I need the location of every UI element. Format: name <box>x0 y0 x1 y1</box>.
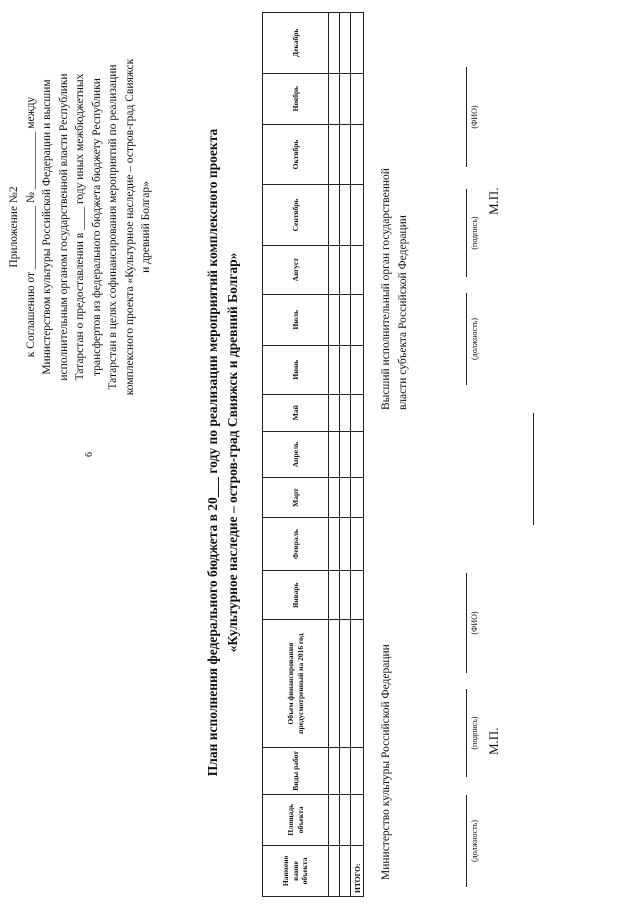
col-header-aug: Август <box>263 245 329 294</box>
col-header-sep: Сентябрь <box>263 185 329 245</box>
right-caption-position: (должность) <box>470 318 479 360</box>
appendix-line: и древний Болгар» <box>140 181 152 273</box>
col-header-feb: Февраль <box>263 517 329 571</box>
left-signatory-org <box>378 644 395 880</box>
col-header-work-types: Виды работ <box>263 748 329 795</box>
appendix-line: Татарстан в целях софинансирования мероприятий по реализации <box>107 64 119 390</box>
title-line: План исполнения федерального бюджета в 20___ году по реализации мероприятий комплексного проекта <box>205 128 220 777</box>
right-org-line: власти субъекта Российской Федерации <box>397 215 409 410</box>
left-caption-name: (ФИО) <box>470 611 479 635</box>
right-caption-signature: (подпись) <box>470 216 479 250</box>
appendix-line: к Соглашению от ___________ № __________ между <box>24 96 37 358</box>
left-caption-signature: (подпись) <box>470 716 479 750</box>
col-header-mar: Март <box>263 478 329 518</box>
right-seal-mark: М.П. <box>486 187 501 215</box>
right-signatory-org <box>378 168 412 410</box>
table-total-row <box>351 13 364 897</box>
left-signature-line <box>466 689 467 777</box>
col-header-apr: Апрель <box>263 431 329 478</box>
col-header-funding: Объем финансирования предусмотренный на 2016 год <box>263 620 329 748</box>
right-name-line <box>466 67 467 167</box>
right-signature-line <box>466 189 467 277</box>
appendix-line: Татарстан о предоставлении в ____ году иных межбюджетных <box>74 73 86 381</box>
left-name-line <box>466 573 467 673</box>
right-org-line: Высший исполнительный орган государственной <box>380 168 392 410</box>
col-header-jun: Июнь <box>263 345 329 394</box>
plan-table <box>262 12 364 897</box>
col-header-may: Май <box>263 394 329 431</box>
title-line: «Культурное наследие – остров-град Свияжск и древний Болгар» <box>225 252 240 653</box>
appendix-header <box>6 17 155 437</box>
appendix-line: комплексного проекта «Культурное наследие – остров-град Свияжск <box>123 58 136 396</box>
left-position-line <box>466 795 467 887</box>
right-caption-name: (ФИО) <box>470 105 479 129</box>
appendix-line: исполнительным органом государственной власти Республики <box>57 73 70 381</box>
divider-line <box>533 413 534 525</box>
col-header-object-name: Наимено вание объекта <box>263 845 329 896</box>
left-seal-mark: М.П. <box>486 727 501 755</box>
total-label: ИТОГО: <box>351 845 364 896</box>
table-header-row <box>263 13 329 897</box>
document-title <box>203 0 243 905</box>
col-header-nov: Ноябрь <box>263 73 329 124</box>
appendix-line: Министерством культуры Российской Федерации и высшим <box>41 79 53 375</box>
col-header-oct: Октябрь <box>263 124 329 184</box>
appendix-line: трансфертов из федерального бюджета бюджету Республики <box>90 78 103 376</box>
right-position-line <box>466 293 467 385</box>
table-row <box>329 13 340 897</box>
table-row <box>340 13 351 897</box>
left-org-line: Министерство культуры Российской Федерации <box>380 644 392 880</box>
col-header-jan: Январь <box>263 571 329 620</box>
col-header-object-area: Площадь объекта <box>263 794 329 845</box>
appendix-line: Приложение №2 <box>8 186 20 268</box>
left-caption-position: (должность) <box>470 820 479 862</box>
page-number: 6 <box>84 452 95 457</box>
col-header-jul: Июль <box>263 294 329 345</box>
col-header-dec: Декабрь <box>263 13 329 74</box>
